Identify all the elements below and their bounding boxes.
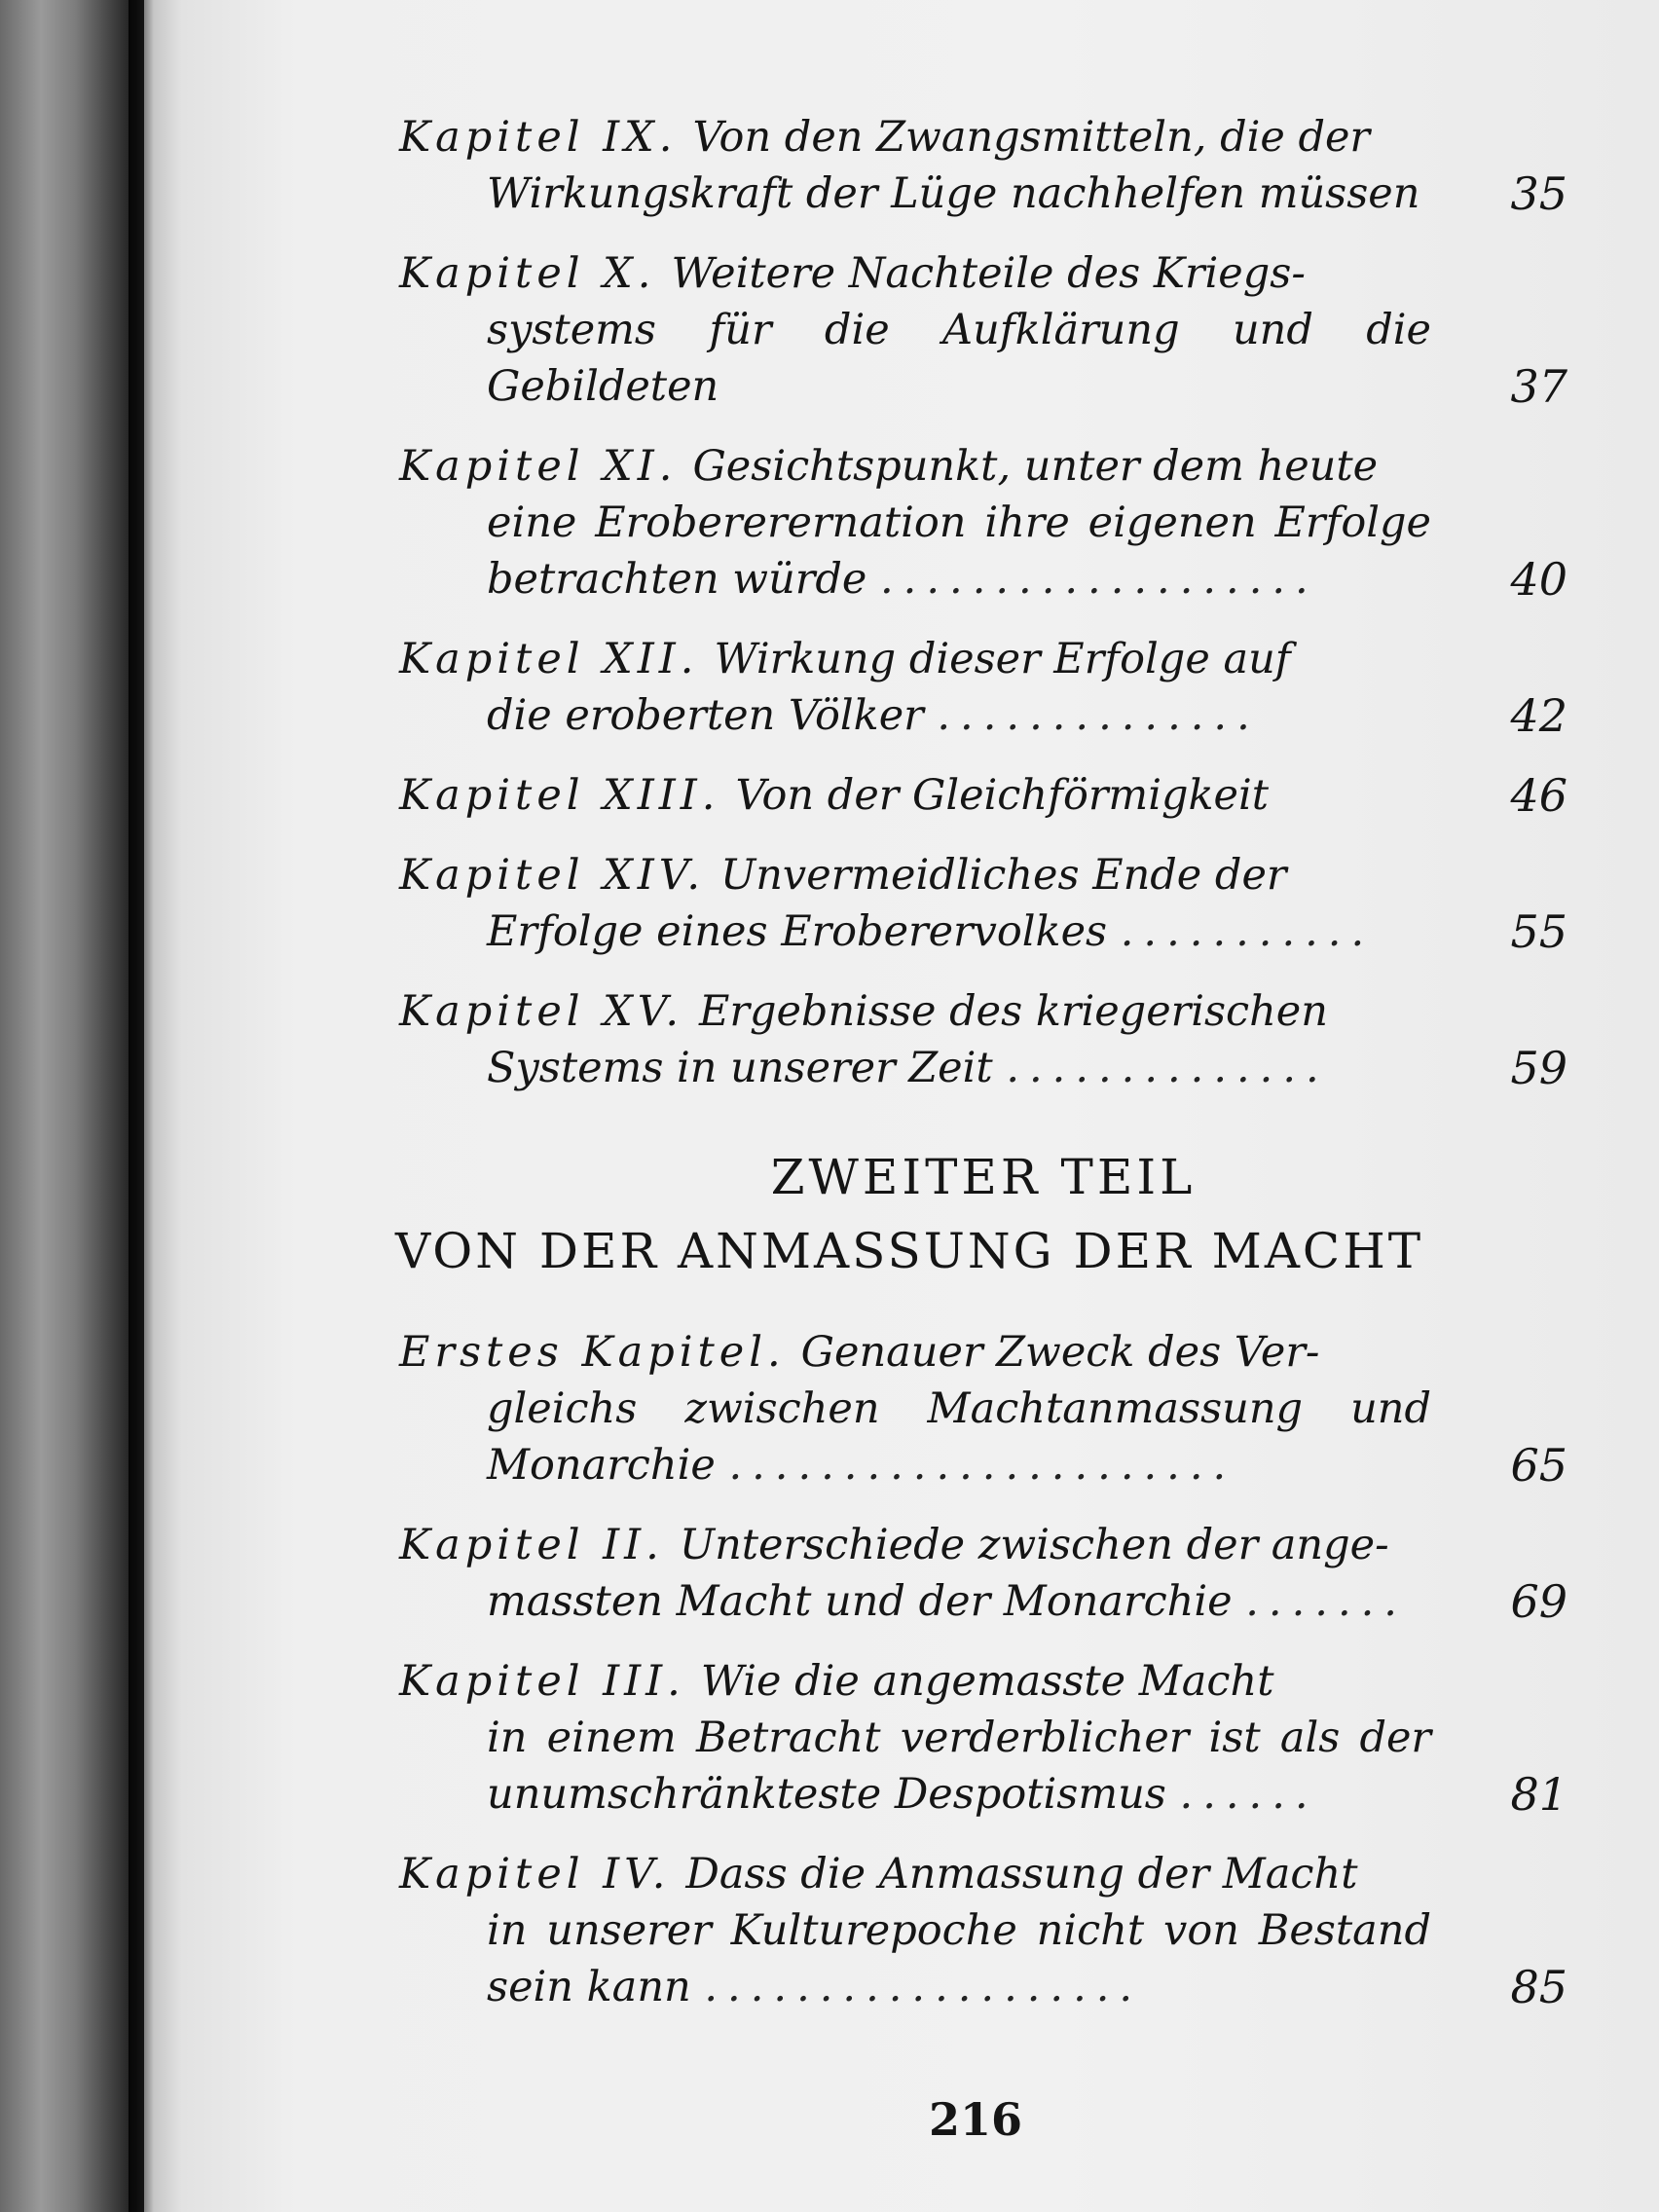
- chapter-title: Ergebnisse des kriegerischen: [699, 987, 1328, 1036]
- page-number: 42: [1510, 689, 1567, 742]
- page-number: 69: [1510, 1575, 1567, 1628]
- table-of-contents: [395, 109, 1587, 2039]
- chapter-title: Wie die angemasste Macht: [700, 1657, 1274, 1706]
- background-edge: [0, 0, 136, 2212]
- chapter-title: Weitere Nachteile des Kriegs-: [671, 249, 1306, 298]
- chapter-title: Dass die Anmassung der Macht: [685, 1850, 1358, 1899]
- chapter-label: Kapitel X.: [399, 249, 656, 298]
- leader-dots: ...................: [704, 1963, 1143, 2011]
- chapter-title-continued: die eroberten Völker: [487, 691, 924, 740]
- chapter-title: Wirkung dieser Erfolge auf: [714, 635, 1291, 683]
- leader-dots: ..............: [937, 691, 1260, 740]
- chapter-label: Kapitel IX.: [399, 113, 678, 162]
- chapter-title: Gesichtspunkt, unter dem heute: [692, 442, 1379, 491]
- toc-entry: [399, 767, 1587, 824]
- page-number: 46: [1510, 769, 1567, 822]
- chapter-label: Kapitel III.: [399, 1657, 685, 1706]
- page-number: 37: [1510, 360, 1567, 413]
- chapter-label: Kapitel II.: [399, 1521, 664, 1569]
- chapter-label: Kapitel XIII.: [399, 771, 720, 820]
- chapter-label: Kapitel IV.: [399, 1850, 671, 1899]
- toc-entry: [399, 1846, 1587, 2015]
- chapter-title-continued: Systems in unserer Zeit: [487, 1044, 993, 1092]
- chapter-title: Genauer Zweck des Ver-: [800, 1328, 1320, 1377]
- chapter-title-continued: Erfolge eines Eroberervolkes: [487, 907, 1108, 956]
- toc-entry: [399, 983, 1587, 1096]
- leader-dots: ..............: [1006, 1044, 1329, 1092]
- chapter-label: Kapitel XI.: [399, 442, 678, 491]
- toc-entry: [399, 631, 1587, 744]
- toc-entry: [399, 847, 1587, 960]
- leader-dots: ......: [1179, 1770, 1318, 1819]
- page-number: 40: [1510, 553, 1567, 606]
- chapter-title-continued: Wirkungskraft der Lüge nachhelfen müssen: [487, 169, 1420, 218]
- toc-entry: [399, 245, 1587, 415]
- chapter-title-continued: eine Erobererernation ihre eigenen Erfolge betrachten würde: [487, 498, 1431, 604]
- page-number: 65: [1510, 1439, 1567, 1492]
- part-subheading: VON DER ANMASSUNG DER MACHT: [395, 1223, 1424, 1279]
- chapter-title: Unterschiede zwischen der ange-: [679, 1521, 1389, 1569]
- leader-dots: .......: [1245, 1577, 1407, 1626]
- chapter-title-continued: gleichs zwischen Machtanmassung und Monarchie: [487, 1384, 1431, 1490]
- chapter-title: Von den Zwangsmitteln, die der: [692, 113, 1370, 162]
- chapter-title-continued: in unserer Kulturepoche nicht von Bestand sein kann: [487, 1906, 1431, 2011]
- folio-number: 216: [928, 2093, 1023, 2146]
- toc-entry: [399, 438, 1587, 608]
- page-number: 35: [1510, 167, 1567, 220]
- leader-dots: ...........: [1120, 907, 1375, 956]
- toc-entry: [399, 1324, 1587, 1493]
- chapter-label: Erstes Kapitel.: [399, 1328, 786, 1377]
- chapter-label: Kapitel XIV.: [399, 851, 705, 900]
- chapter-title-continued: systems für die Aufklärung und die Gebildeten: [487, 306, 1431, 411]
- leader-dots: ......................: [728, 1441, 1236, 1490]
- toc-entry: [399, 1653, 1587, 1823]
- chapter-title-continued: in einem Betracht verderblicher ist als der unumschränkteste Despotismus: [487, 1714, 1431, 1819]
- page-number: 85: [1510, 1961, 1567, 2013]
- chapter-title: Unvermeidliches Ende der: [720, 851, 1287, 900]
- page-folio: [0, 2093, 1659, 2146]
- chapter-title: Von der Gleichförmigkeit: [735, 771, 1270, 820]
- page-number: 81: [1510, 1768, 1567, 1821]
- page-gutter-shadow: [129, 0, 154, 2212]
- toc-entry: [399, 1517, 1587, 1630]
- page-number: 59: [1510, 1042, 1567, 1094]
- chapter-title-continued: massten Macht und der Monarchie: [487, 1577, 1233, 1626]
- page-number: 55: [1510, 905, 1567, 958]
- toc-entry: [399, 109, 1587, 222]
- chapter-label: Kapitel XV.: [399, 987, 684, 1036]
- chapter-label: Kapitel XII.: [399, 635, 699, 683]
- part-heading: ZWEITER TEIL: [770, 1149, 1197, 1205]
- leader-dots: ...................: [880, 555, 1318, 604]
